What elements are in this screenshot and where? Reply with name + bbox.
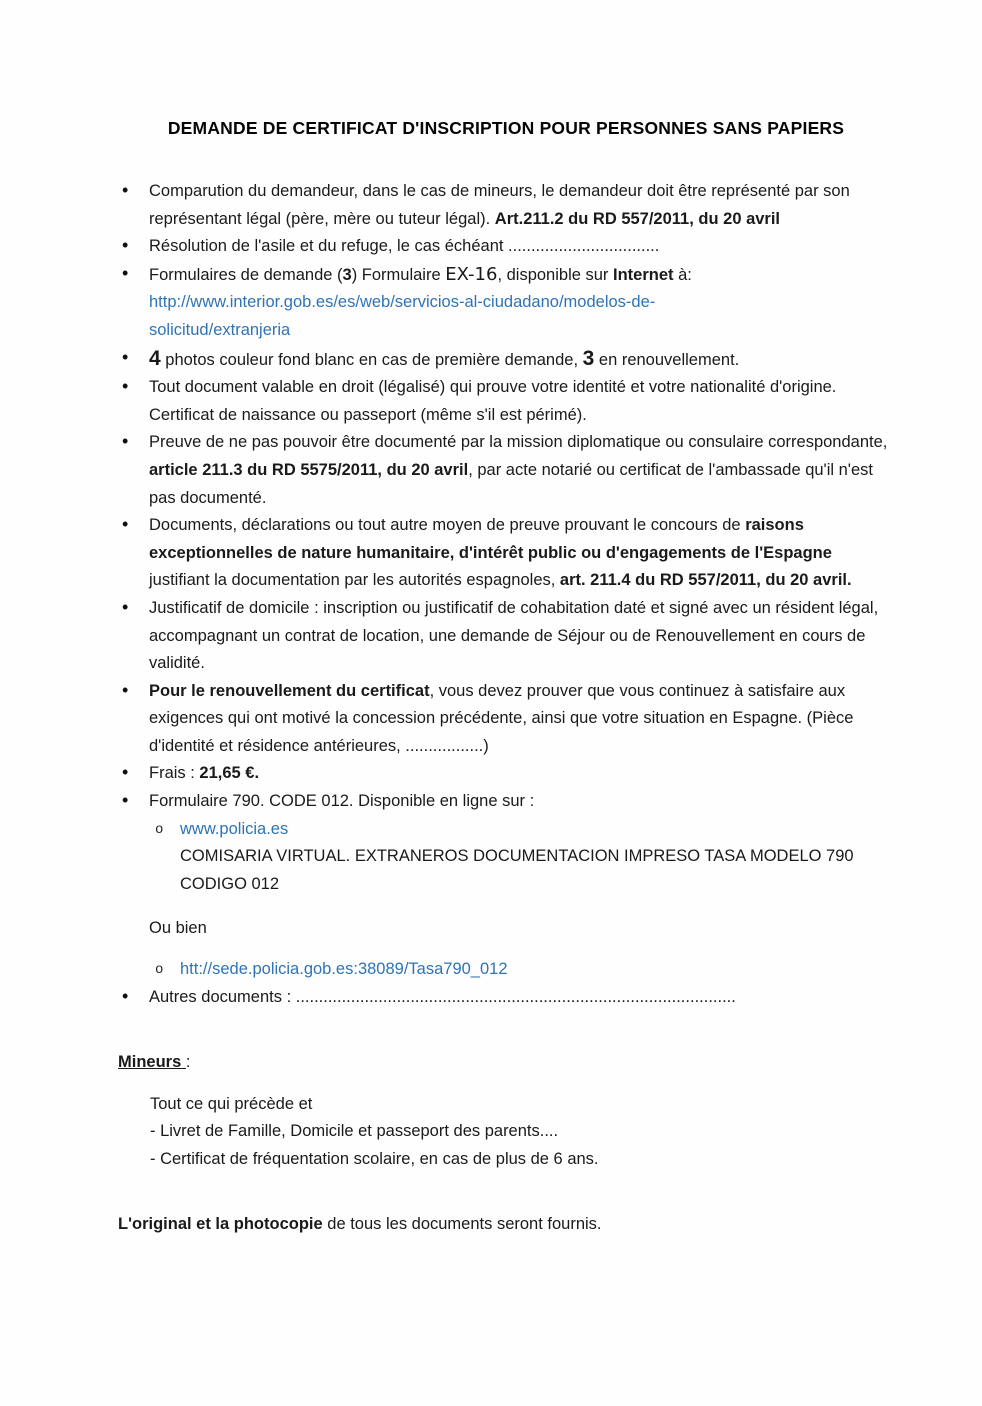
bold-run: Art.211.2 du RD 557/2011, du 20 avril [494,209,781,228]
heading-colon: : [185,1053,191,1072]
bold-run: Pour le renouvellement du certificat [149,681,430,700]
list-item-autres-documents [118,984,894,1012]
mineurs-line-certificat: - Certificat de fréquentation scolaire, en cas de plus de 6 ans. [150,1150,599,1168]
mineurs-heading [118,1049,894,1077]
form-code-run: EX-16 [445,263,498,285]
bold-run: art. 211.4 du RD 557/2011, du 20 avril. [559,571,852,590]
text-run: , par acte notarié ou certificat de l'ambassade qu'il n'est pas documenté. [149,460,873,507]
list-item-justificatif [118,595,894,678]
text-run: Formulaire 790. CODE 012. Disponible en ligne sur : [149,792,535,811]
text-run: , vous devez prouver que vous continuez à satisfaire aux exigences qui ont motivé la concession précédente, ainsi que votre situation en Espagne. (Pièce d'identité et résidence antérieures, .................) [149,681,854,755]
interior-gob-link[interactable]: http://www.interior.gob.es/es/web/servicios-al-ciudadano/modelos-de-solicitud/extranjeria [149,293,656,339]
requirements-list [118,178,894,1011]
text-run: , disponible sur [497,265,614,284]
text-run: à: [673,265,692,284]
big-number: 4 [149,346,161,370]
text-run: Résolution de l'asile et du refuge, le cas échéant ................................. [149,237,660,256]
bold-run: 3 [342,265,352,284]
text-run: en renouvellement. [594,350,740,369]
list-item-preuve [118,429,894,512]
text-run: ) Formulaire [351,265,446,284]
bold-run: L'original et la photocopie [118,1214,323,1233]
sede-policia-link[interactable]: htt://sede.policia.gob.es:38089/Tasa790_012 [180,960,508,979]
mineurs-heading-label: Mineurs [118,1053,186,1072]
circle-bullet-marker: o [155,962,164,979]
mineurs-line-livret: - Livret de Famille, Domicile et passeport des parents.... [150,1122,559,1141]
list-item-tout-document [118,374,894,429]
list-item-comparution [118,178,894,233]
bold-run: article 211.3 du RD 5575/2011, du 20 avril [149,460,469,479]
list-item-renouvellement [118,678,894,761]
list-item-frais [118,760,894,788]
bold-run: raisons exceptionnelles de nature humanitaire, d'intérêt public ou d'engagements de l'Espagne [149,516,832,562]
text-run: de tous les documents seront fournis. [322,1214,602,1233]
sub-list-item-sede [149,956,894,984]
text-run: Frais : [149,764,200,783]
comisaria-virtual-text: COMISARIA VIRTUAL. EXTRANEROS DOCUMENTACION IMPRESO TASA MODELO 790 CODIGO 012 [180,847,854,893]
circle-bullet-marker: o [155,821,164,838]
text-run: Formulaires de demande ( [149,265,343,284]
text-run: photos couleur fond blanc en cas de première demande, [160,350,583,369]
ou-bien-text: Ou bien [149,919,207,938]
text-run: justifiant la documentation par les autorités espagnoles, [149,571,560,590]
text-run: Documents, déclarations ou tout autre moyen de preuve prouvant le concours de [149,516,746,535]
policia-es-link[interactable]: www.policia.es [180,819,289,838]
list-item-resolution [118,233,894,261]
page-title: DEMANDE DE CERTIFICAT D'INSCRIPTION POUR PERSONNES SANS PAPIERS [167,118,845,138]
big-number: 3 [582,346,595,370]
list-item-formulaire-790 [118,788,894,984]
bold-run: Internet [613,265,674,284]
text-run: Comparution du demandeur, dans le cas de mineurs, le demandeur doit être représenté par son représentant légal (père, mère ou tuteur légal). [149,182,850,228]
mineurs-requirements [150,1091,894,1174]
text-run: Justificatif de domicile : inscription ou justificatif de cohabitation daté et signé avec un résident légal, accompagnant un contrat de location, une demande de Séjour ou de Renouvellement en cours de validité. [149,598,879,673]
footer-note [118,1211,894,1239]
fee-amount: 21,65 €. [199,764,260,783]
mineurs-line-precede: Tout ce qui précède et [150,1094,313,1113]
sub-list-item-policia [149,816,894,844]
list-item-documents [118,512,894,595]
text-run: Autres documents : ................................................................................................ [149,987,736,1006]
text-run: Tout document valable en droit (légalisé) qui prouve votre identité et votre nationalité d'origine. Certificat de naissance ou passeport (même s'il est périmé). [149,378,837,424]
list-item-formulaires [118,261,894,345]
list-item-photos [118,345,894,375]
text-run: Preuve de ne pas pouvoir être documenté par la mission diplomatique ou consulaire correspondante, [149,433,888,452]
